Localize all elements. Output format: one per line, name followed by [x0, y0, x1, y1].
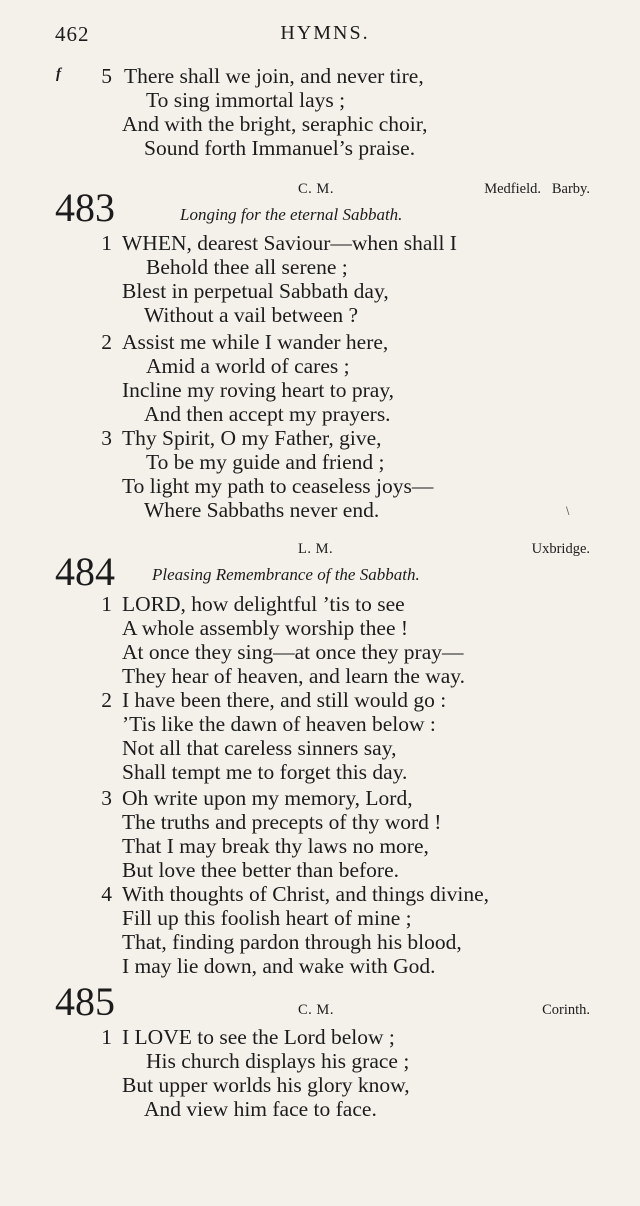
verse-number: 2 [101, 330, 112, 354]
verse-line: LORD, how delightful ’tis to see [122, 592, 405, 616]
verse-line: And then accept my prayers. [144, 402, 391, 426]
hymn-meter: L. M. [298, 541, 334, 557]
verse-line: At once they sing—at once they pray— [122, 640, 464, 664]
verse-line: Oh write upon my memory, Lord, [122, 786, 413, 810]
verse-number: 1 [101, 231, 112, 255]
verse-line: They hear of heaven, and learn the way. [122, 664, 466, 688]
verse-line: I have been there, and still would go : [122, 688, 447, 712]
verse-number: 1 [101, 592, 112, 616]
verse-line: To be my guide and friend ; [146, 450, 385, 474]
verse-line: Incline my roving heart to pray, [122, 378, 395, 402]
verse-line: Thy Spirit, O my Father, give, [122, 426, 382, 450]
verse-line: To sing immortal lays ; [146, 88, 346, 112]
verse-line: To light my path to ceaseless joys— [122, 474, 434, 498]
stray-mark: \ [566, 506, 570, 517]
verse-number: 3 [101, 426, 112, 450]
verse-line: A whole assembly worship thee ! [122, 616, 409, 640]
hymn-title: Longing for the eternal Sabbath. [180, 205, 403, 224]
hymn-tunes: Corinth. [542, 1002, 590, 1018]
verse-line: But upper worlds his glory know, [122, 1073, 410, 1097]
verse-line: That, finding pardon through his blood, [122, 930, 462, 954]
hymn-number: 484 [55, 549, 115, 594]
verse-line: Where Sabbaths never end. [144, 498, 380, 522]
page-number: 462 [55, 22, 90, 46]
verse-number: 4 [101, 882, 112, 906]
hymn-meter: C. M. [298, 1002, 334, 1018]
verse-line: I LOVE to see the Lord below ; [122, 1025, 395, 1049]
hymn-tunes: Uxbridge. [531, 541, 590, 557]
page-header [55, 22, 595, 46]
verse-line: That I may break thy laws no more, [122, 834, 429, 858]
verse-line: WHEN, dearest Saviour—when shall I [122, 231, 457, 255]
verse-line: ’Tis like the dawn of heaven below : [122, 712, 436, 736]
verse-line: The truths and precepts of thy word ! [122, 810, 442, 834]
verse-number: 5 [101, 64, 112, 88]
verse-line: Not all that careless sinners say, [122, 736, 397, 760]
hymn-number: 485 [55, 979, 115, 1024]
verse-line: And with the bright, seraphic choir, [122, 112, 428, 136]
hymn-meter: C. M. [298, 181, 334, 197]
running-head: HYMNS. [280, 22, 370, 44]
verse-line: Blest in perpetual Sabbath day, [122, 279, 389, 303]
verse-line: Without a vail between ? [144, 303, 359, 327]
verse-line: Fill up this foolish heart of mine ; [122, 906, 412, 930]
verse-line: Assist me while I wander here, [122, 330, 389, 354]
hymn-tunes: Medfield. Barby. [484, 181, 590, 197]
verse-line: And view him face to face. [144, 1097, 377, 1121]
verse-line: I may lie down, and wake with God. [122, 954, 436, 978]
hymn-title: Pleasing Remembrance of the Sabbath. [152, 565, 420, 584]
verse-line: His church displays his grace ; [146, 1049, 410, 1073]
hymn-number: 483 [55, 185, 115, 230]
verse-number: 3 [101, 786, 112, 810]
verse-number: 2 [101, 688, 112, 712]
verse-line: With thoughts of Christ, and things divine, [122, 882, 490, 906]
verse-number: 1 [101, 1025, 112, 1049]
verse-line: Sound forth Immanuel’s praise. [144, 136, 416, 160]
verse-line: There shall we join, and never tire, [124, 64, 424, 88]
dynamic-marking: f [56, 66, 61, 82]
verse-line: Amid a world of cares ; [146, 354, 350, 378]
verse-line: Shall tempt me to forget this day. [122, 760, 408, 784]
verse-line: But love thee better than before. [122, 858, 400, 882]
verse-line: Behold thee all serene ; [146, 255, 348, 279]
